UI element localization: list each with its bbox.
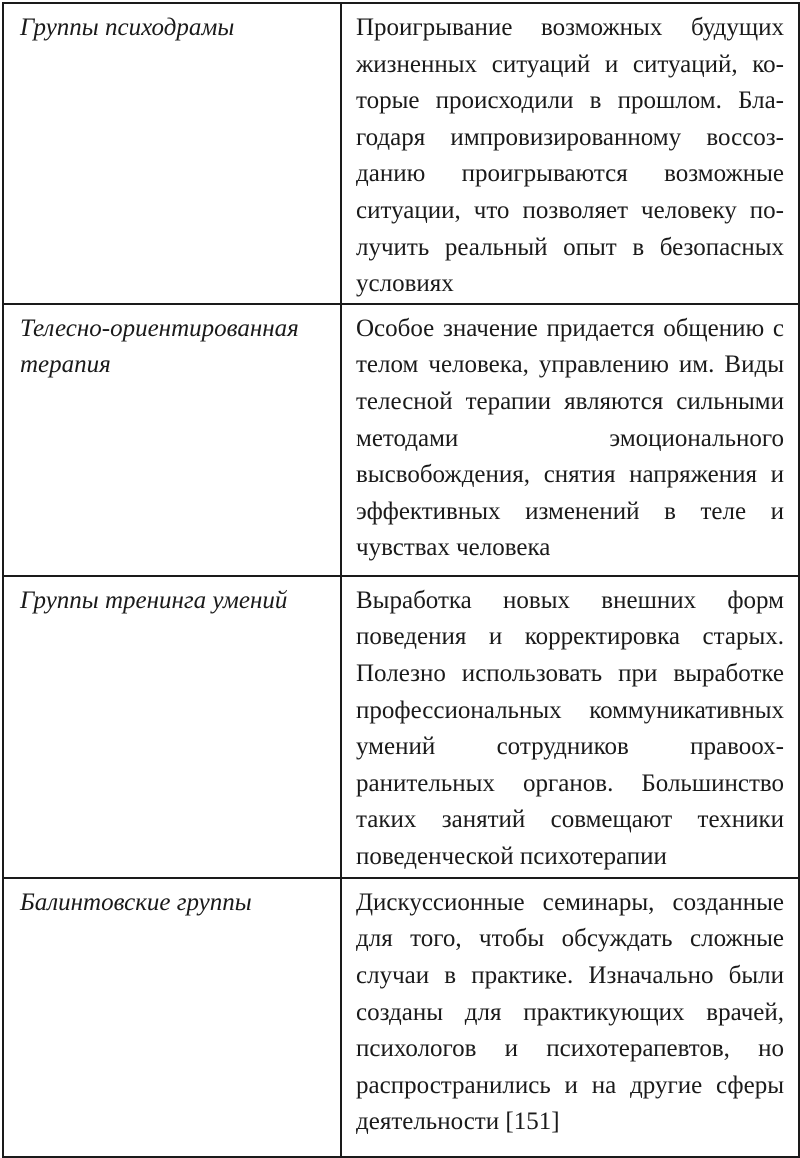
method-description-cell (341, 3, 799, 304)
method-description: Проигрывание возможных будущих жизненных ситуаций и ситуаций, которые происходили в прошлом. Благодаря импровизированному воссозданию проигрываются возможные ситуации, что позволяет человеку получить реальный опыт в безопасных условиях (356, 14, 784, 298)
method-name: Телесно-ориентированная терапия (20, 314, 299, 379)
method-name-cell (3, 878, 341, 1157)
therapy-methods-table (2, 2, 800, 1158)
method-name: Балинтовские группы (20, 888, 252, 916)
method-description: Дискуссионные семинары, созданные для того, чтобы обсуждать сложные случаи в практике. Изначально были созданы для практикующих врачей, психологов и психотерапевтов, но распространились и на другие сферы деятельности [151] (356, 888, 784, 1136)
method-description: Особое значение придается общению с телом человека, управлению им. Виды телесной терапии являются сильными методами эмоционального высвобождения, снятия напряжения и эффективных изменений в теле и чувствах человека (356, 314, 784, 562)
method-name-cell (3, 576, 341, 878)
method-description-cell (341, 878, 799, 1157)
method-name-cell (3, 304, 341, 576)
method-name: Группы психодрамы (20, 14, 235, 41)
table-row (3, 576, 799, 878)
table-row (3, 878, 799, 1157)
method-name-cell (3, 3, 341, 304)
method-name: Группы тренинга умений (20, 586, 288, 614)
method-description-cell (341, 576, 799, 878)
table-row (3, 3, 799, 304)
method-description: Выработка новых внешних форм поведения и корректировка старых. Полезно использовать при выработке профессиональных коммуникативных умений сотрудников правоохранительных органов. Большинство таких занятий совмещают техники поведенческой психотерапии (356, 586, 784, 870)
table-row (3, 304, 799, 576)
method-description-cell (341, 304, 799, 576)
